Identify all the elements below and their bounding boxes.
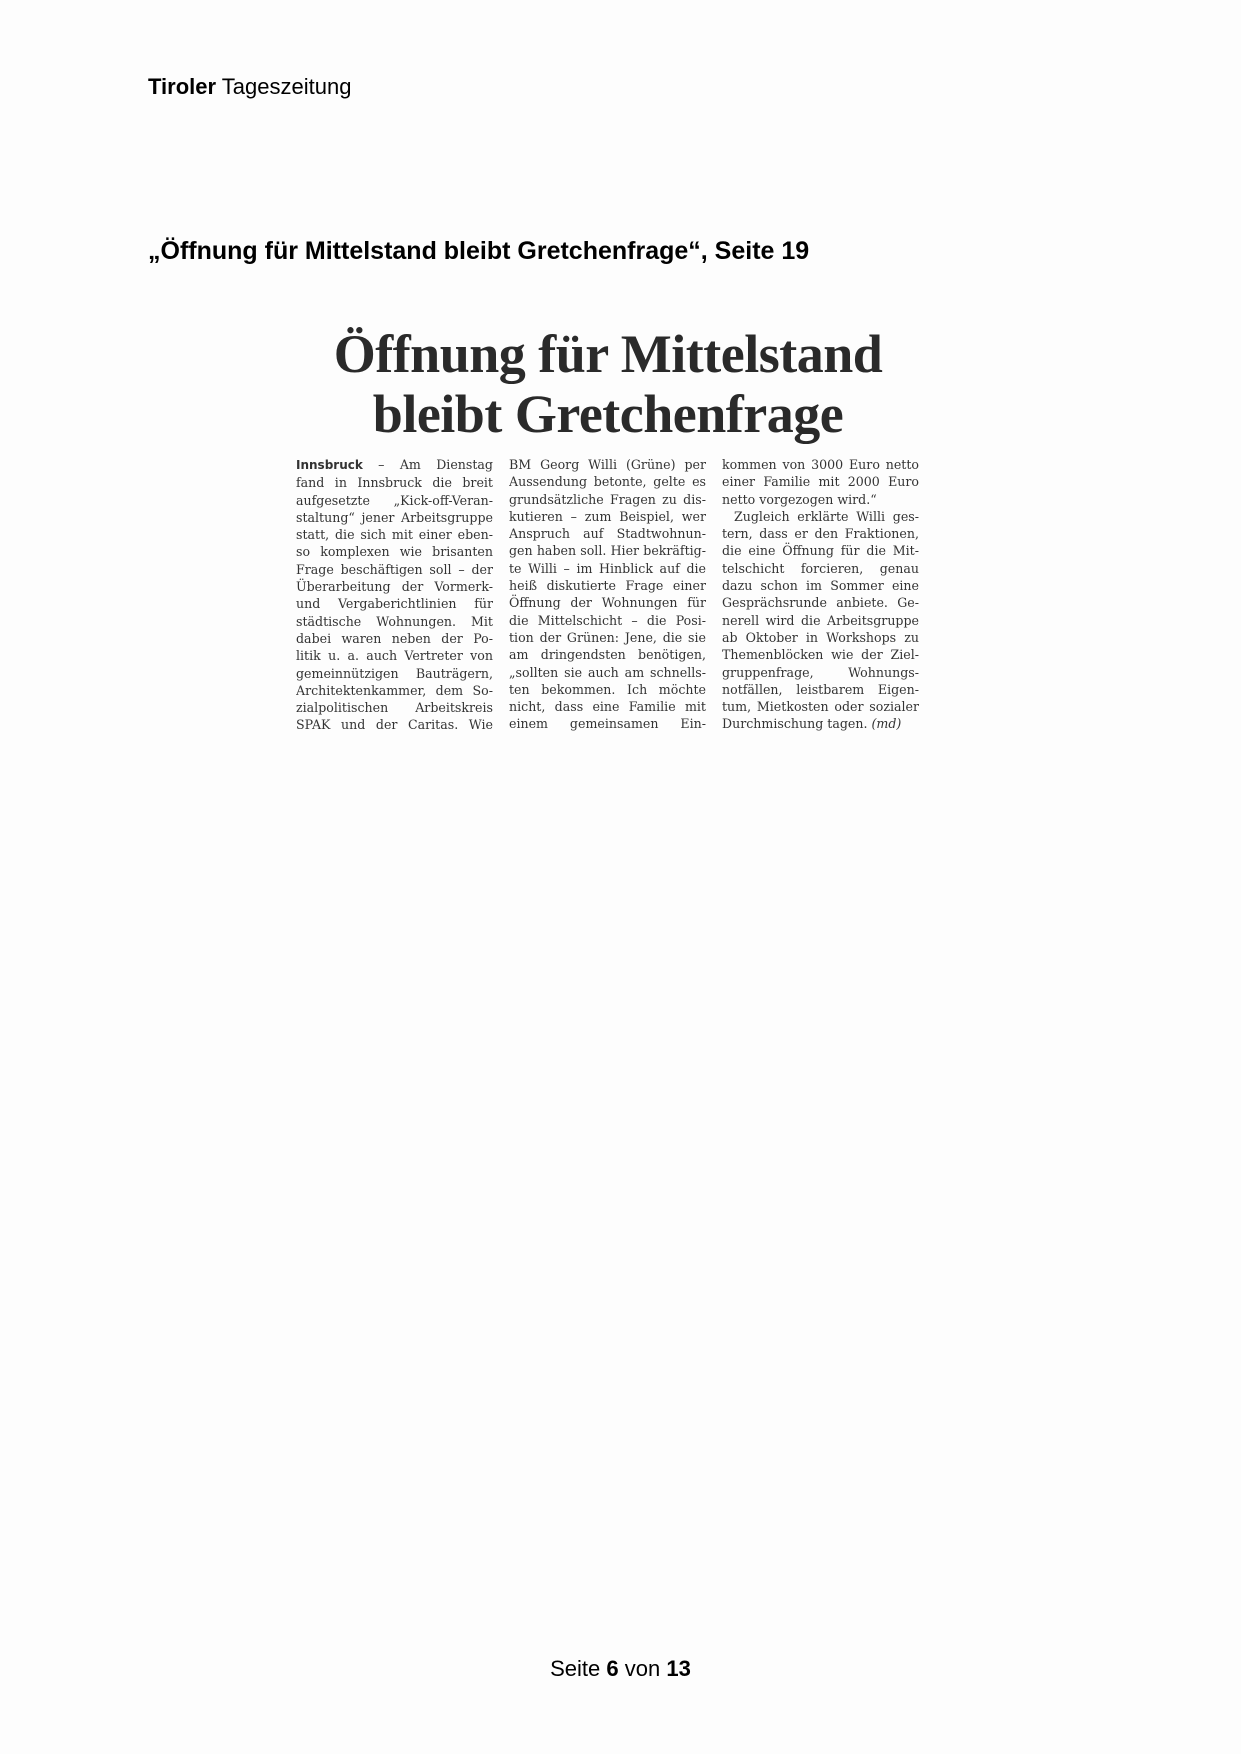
text-line: städtische Wohnungen. Mit xyxy=(296,613,493,629)
text: Durchmischung tagen. xyxy=(722,716,868,732)
text-line: tion der Grünen: Jene, die sie xyxy=(509,629,706,645)
text-line: litik u. a. auch Vertreter von xyxy=(296,648,493,664)
publication-name-rest: Tageszeitung xyxy=(221,74,352,99)
text-line: BM Georg Willi (Grüne) per xyxy=(509,457,706,472)
text-line: gen haben soll. Hier bekräftig- xyxy=(509,543,706,559)
text-line: telschicht forcieren, genau xyxy=(722,560,919,576)
text-line: fand in Innsbruck die breit xyxy=(296,475,493,491)
text-line: Anspruch auf Stadtwohnun- xyxy=(509,526,706,542)
text-line: dabei waren neben der Po- xyxy=(296,630,493,646)
text-line: Zugleich erklärte Willi ges- xyxy=(734,508,919,524)
text-line: staltung“ jener Arbeitsgruppe xyxy=(296,509,493,525)
text-line: am dringendsten benötigen, xyxy=(509,647,706,663)
text-line: „sollten sie auch am schnells- xyxy=(509,664,706,680)
text-line: und Vergaberichtlinien für xyxy=(296,596,493,612)
publication-name-bold: Tiroler xyxy=(148,74,217,99)
text-line: zialpolitischen Arbeitskreis xyxy=(296,700,493,716)
text-line: kutieren – zum Beispiel, wer xyxy=(509,508,706,524)
publication-name xyxy=(148,74,351,100)
text-line: statt, die sich mit einer eben- xyxy=(296,527,493,543)
article-column-1 xyxy=(296,456,493,734)
text-line: SPAK und der Caritas. Wie xyxy=(296,717,493,733)
text-line: dazu schon im Sommer eine xyxy=(722,578,919,594)
text-line: einer Familie mit 2000 Euro xyxy=(722,474,919,490)
text-line: Überarbeitung der Vormerk- xyxy=(296,579,493,595)
headline-line: bleibt Gretchenfrage xyxy=(372,384,844,444)
text-line: gruppenfrage, Wohnungs- xyxy=(722,664,919,680)
text-line: die eine Öffnung für die Mit- xyxy=(722,543,919,559)
text-line: nerell wird die Arbeitsgruppe xyxy=(722,612,919,628)
text-line: tum, Mietkosten oder sozialer xyxy=(722,699,919,715)
text-line: Architektenkammer, dem So- xyxy=(296,682,493,698)
article-column-3 xyxy=(722,456,919,733)
text-line: so komplexen wie brisanten xyxy=(296,544,493,560)
headline-line: Öffnung für Mittelstand xyxy=(333,324,883,384)
text-line: Aussendung betonte, gelte es xyxy=(509,474,706,490)
text-line: Öffnung der Wohnungen für xyxy=(509,595,706,611)
footer-middle: von xyxy=(624,1656,661,1681)
page-footer xyxy=(0,1656,1241,1682)
text-line: die Mittelschicht – die Posi- xyxy=(509,612,706,628)
text-line xyxy=(296,456,493,474)
text-line: grundsätzliche Fragen zu dis- xyxy=(509,491,706,507)
text-line: Frage beschäftigen soll – der xyxy=(296,561,493,577)
author-signature: (md) xyxy=(871,716,902,732)
current-page: 6 xyxy=(606,1656,619,1681)
text-line: te Willi – im Hinblick auf die xyxy=(509,560,706,576)
text-line: heiß diskutierte Frage einer xyxy=(509,578,706,594)
article-reference: „Öffnung für Mittelstand bleibt Gretchenfrage“, Seite 19 xyxy=(148,237,810,265)
article-headline xyxy=(290,324,926,444)
text-line: kommen von 3000 Euro netto xyxy=(722,457,919,472)
text-line: tern, dass er den Fraktionen, xyxy=(722,526,919,542)
text-line: Gesprächsrunde anbiete. Ge- xyxy=(722,595,919,611)
text-line: Themenblöcken wie der Ziel- xyxy=(722,647,919,663)
dateline: Innsbruck xyxy=(296,458,363,472)
total-pages: 13 xyxy=(666,1656,691,1681)
text-line: netto vorgezogen wird.“ xyxy=(722,491,877,507)
text: – Am Dienstag xyxy=(362,457,493,472)
text-line: ten bekommen. Ich möchte xyxy=(509,681,706,697)
text-line xyxy=(722,715,919,732)
text-line: ab Oktober in Workshops zu xyxy=(722,629,919,645)
article-column-2 xyxy=(509,456,706,733)
text-line: gemeinnützigen Bauträgern, xyxy=(296,665,493,681)
text-line: nicht, dass eine Familie mit xyxy=(509,699,706,715)
text-line: einem gemeinsamen Ein- xyxy=(509,716,706,732)
footer-prefix: Seite xyxy=(550,1656,601,1681)
text-line: notfällen, leistbarem Eigen- xyxy=(722,681,919,697)
text-line: aufgesetzte „Kick-off-Veran- xyxy=(296,492,493,508)
